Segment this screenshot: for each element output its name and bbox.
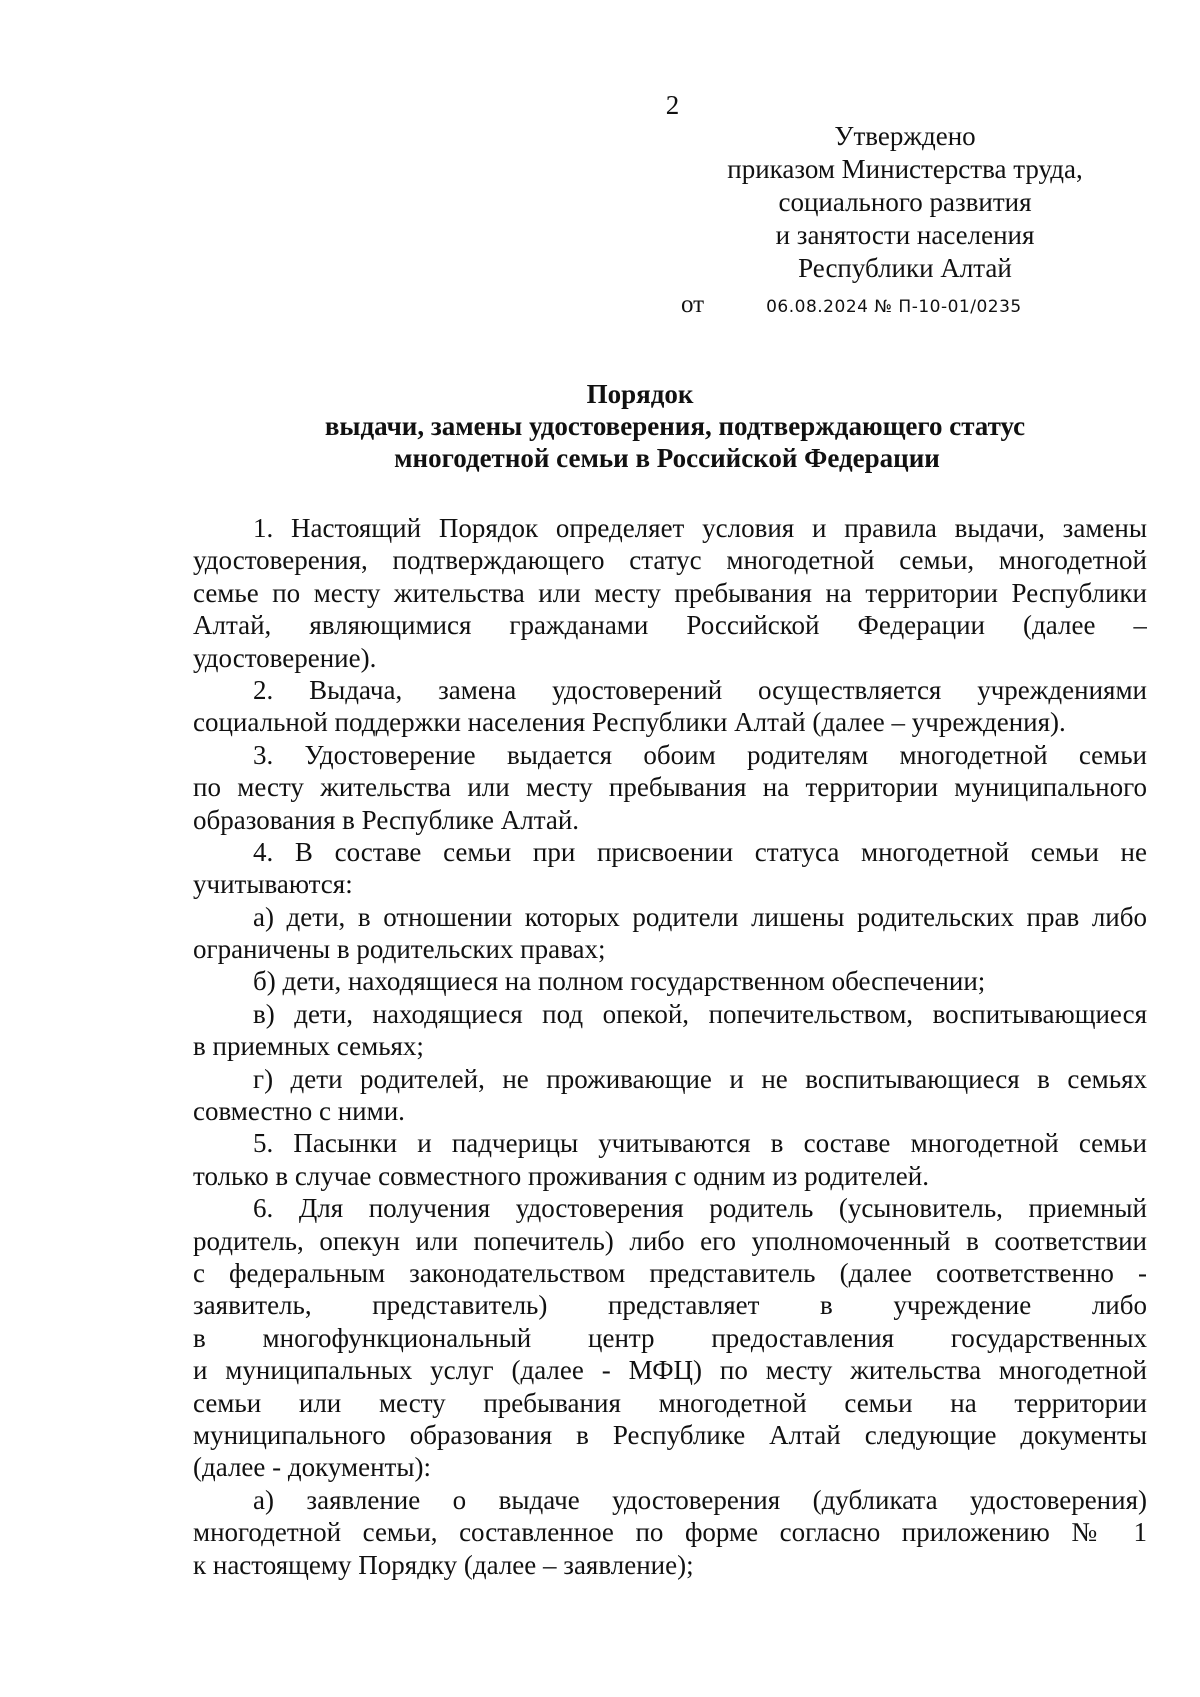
body-line: с федеральным законодательством представитель (далее соответственно -	[193, 1257, 1147, 1288]
approval-block	[700, 120, 1110, 285]
body-line: семьи или месту пребывания многодетной семьи на территории	[193, 1387, 1147, 1418]
body-line: в многофункциональный центр предоставления государственных	[193, 1322, 1147, 1353]
document-body	[193, 512, 1147, 1581]
body-line: г) дети родителей, не проживающие и не воспитывающиеся в семьях	[253, 1063, 1147, 1094]
body-line: и муниципальных услуг (далее - МФЦ) по месту жительства многодетной	[193, 1355, 1147, 1386]
body-line: родитель, опекун или попечитель) либо его уполномоченный в соответствии	[193, 1225, 1147, 1256]
body-line: б) дети, находящиеся на полном государственном обеспечении;	[253, 966, 986, 997]
body-line: семье по месту жительства или месту пребывания на территории Республики	[193, 577, 1147, 608]
title-line: выдачи, замены удостоверения, подтверждающего статус	[324, 411, 1026, 441]
approval-date-row	[681, 289, 1022, 321]
order-date-number: 06.08.2024 № П-10-01/0235	[766, 297, 1022, 317]
body-line: 1. Настоящий Порядок определяет условия и правила выдачи, замены	[253, 513, 1147, 543]
body-line: учитываются:	[193, 869, 353, 900]
body-line: 4. В составе семьи при присвоении статуса многодетной семьи не	[253, 836, 1147, 867]
body-line: (далее - документы):	[193, 1452, 431, 1483]
body-line: ограничены в родительских правах;	[193, 934, 606, 965]
approval-line: социального развития	[778, 187, 1032, 217]
body-line: только в случае совместного проживания с одним из родителей.	[193, 1160, 929, 1191]
approval-line: Утверждено	[834, 121, 976, 151]
body-line: 6. Для получения удостоверения родитель (усыновитель, приемный	[253, 1193, 1147, 1224]
body-line: в) дети, находящиеся под опекой, попечительством, воспитывающиеся	[253, 998, 1147, 1029]
body-line: удостоверение).	[193, 642, 377, 673]
body-line: совместно с ними.	[193, 1096, 405, 1127]
body-line: образования в Республике Алтай.	[193, 804, 580, 835]
body-line: 3. Удостоверение выдается обоим родителям многодетной семьи	[253, 739, 1147, 770]
approval-line: Республики Алтай	[798, 253, 1012, 283]
body-line: муниципального образования в Республике Алтай следующие документы	[193, 1419, 1147, 1450]
approval-line: приказом Министерства труда,	[727, 154, 1083, 184]
body-line: 5. Пасынки и падчерицы учитываются в составе многодетной семьи	[253, 1128, 1147, 1159]
document-title	[195, 378, 1085, 474]
body-line: по месту жительства или месту пребывания на территории муниципального	[193, 772, 1147, 803]
body-line: многодетной семьи, составленное по форме согласно приложению № 1	[193, 1517, 1147, 1548]
title-line: многодетной семьи в Российской Федерации	[394, 443, 940, 473]
body-line: к настоящему Порядку (далее – заявление);	[193, 1549, 694, 1580]
body-line: заявитель, представитель) представляет в учреждение либо	[193, 1290, 1147, 1321]
approval-line: и занятости населения	[775, 220, 1035, 250]
title-line: Порядок	[586, 379, 694, 409]
body-line: Алтай, являющимися гражданами Российской Федерации (далее –	[193, 610, 1147, 641]
body-line: в приемных семьях;	[193, 1031, 424, 1062]
body-line: а) заявление о выдаче удостоверения (дубликата удостоверения)	[253, 1484, 1147, 1515]
body-line: 2. Выдача, замена удостоверений осуществляется учреждениями	[253, 674, 1147, 705]
body-line: социальной поддержки населения Республики Алтай (далее – учреждения).	[193, 707, 1066, 738]
body-line: а) дети, в отношении которых родители лишены родительских прав либо	[253, 901, 1147, 932]
body-line: удостоверения, подтверждающего статус многодетной семьи, многодетной	[193, 545, 1147, 576]
page-number: 2	[665, 90, 680, 120]
from-label: от	[681, 291, 705, 318]
